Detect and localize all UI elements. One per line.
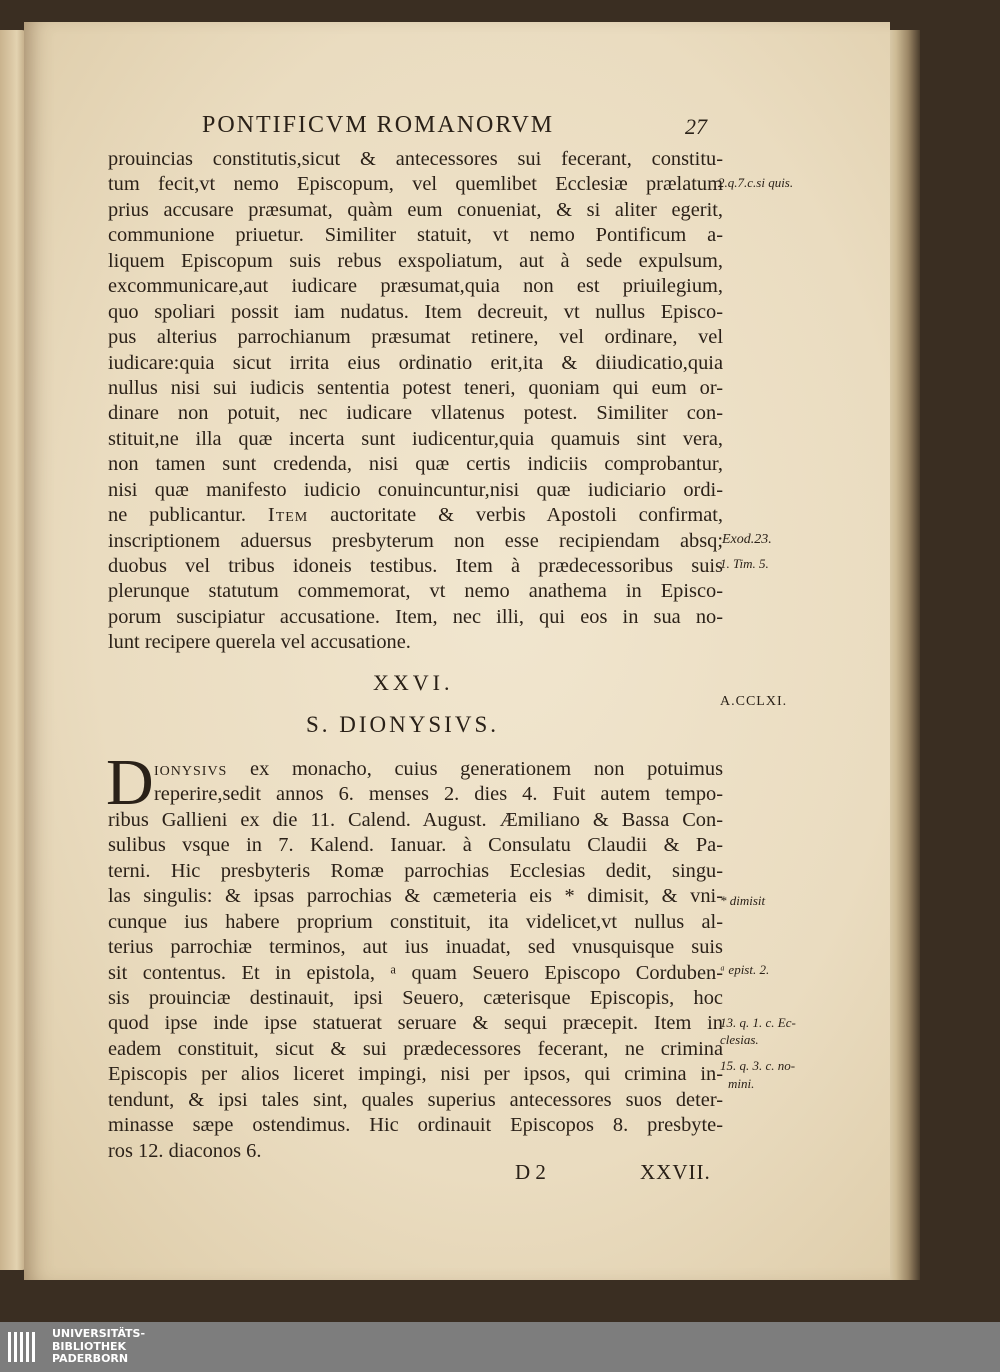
library-name-line: BIBLIOTHEK xyxy=(52,1339,127,1353)
paragraph-1 xyxy=(108,147,723,656)
signature-mark: D 2 xyxy=(515,1160,546,1184)
text-line: minasse sæpe ostendimus. Hic ordinauit Episcopos 8. presbyte- xyxy=(108,1114,723,1137)
library-name xyxy=(52,1328,145,1366)
text-line: non tamen sunt credenda, nisi quæ certis indiciis comprobantur, xyxy=(108,453,723,476)
text-line: reperire,sedit annos 6. menses 2. dies 4. Fuit autem tempo- xyxy=(154,783,723,806)
text-line: excommunicare,aut iudicare præsumat,quia non est priuilegium, xyxy=(108,275,723,298)
text-line: duobus vel tribus idoneis testibus. Item à prædecessoribus suis xyxy=(108,555,723,577)
text-line: nullus nisi sui iudicis sententia potest teneri, quoniam qui eum or- xyxy=(108,376,723,399)
text-line: sis prouinciæ destinauit, ipsi Seuero, cæterisque Episcopis, hoc xyxy=(108,986,723,1009)
drop-cap: D xyxy=(106,746,154,819)
text-line: terni. Hic presbyteris Romæ parrochias Ecclesias dedit, singu- xyxy=(108,859,723,882)
text-line: iudicare:quia sicut irrita eius ordinatio erit,ita & diiudicatio,quia xyxy=(108,351,723,374)
margin-note: 1. Tim. 5. xyxy=(720,556,769,571)
smallcaps-word: ionysivs xyxy=(154,758,228,780)
text-line: tendunt, & ipsi tales sint, quales superius antecessores suos deter- xyxy=(108,1088,723,1111)
library-name-line: UNIVERSITÄTS- xyxy=(52,1327,146,1340)
text-line: sulibus vsque in 7. Kalend. Ianuar. à Consulatu Claudii & Pa- xyxy=(108,834,723,857)
text-line: terius parrochiæ terminos, aut ius inuadat, sed vnusquisque suis xyxy=(108,936,723,959)
text-line: communione priuetur. Similiter statuit, vt nemo Pontificum a- xyxy=(108,224,723,247)
smallcaps-word: Item xyxy=(267,504,309,527)
chapter-number: XXVI. xyxy=(373,670,454,695)
text-line: pus alterius parrochianum præsumat retinere, vel ordinare, vel xyxy=(108,326,723,349)
text-line xyxy=(108,757,723,782)
margin-note: ᵃ epist. 2. xyxy=(720,962,770,977)
text-line: Episcopis per alios liceret impingi, nisi per ipsos, qui crimina in- xyxy=(108,1063,723,1086)
margin-note: 2.q.7.c.si quis. xyxy=(718,175,794,190)
text-line: liquem Episcopum suis rebus exspoliatum, aut à sede expulsum, xyxy=(108,249,723,272)
text-fragment: ex monacho, cuius generationem non potuimus xyxy=(227,758,723,780)
catchword: XXVII. xyxy=(640,1160,711,1184)
text-line: eadem constituit, sicut & sui prædecessores fecerant, ne crimina xyxy=(108,1037,723,1060)
margin-note: 15. q. 3. c. no- xyxy=(720,1058,796,1073)
text-line: ros 12. diaconos 6. xyxy=(108,1139,262,1162)
text-line: porum suscipiatur accusatione. Item, nec illi, qui eos in sua no- xyxy=(108,605,723,628)
text-line: cunque ius habere proprium constituit, ita videlicet,vt nullus al- xyxy=(108,910,723,933)
text-fragment: auctoritate & verbis Apostoli confirmat, xyxy=(308,504,723,527)
margin-note: * dimisit xyxy=(720,893,766,908)
text-line: lunt recipere querela vel accusatione. xyxy=(108,631,411,654)
text-line: inscriptionem aduersus presbyterum non esse recipiendam absq; xyxy=(108,529,723,552)
text-line: las singulis: & ipsas parrochias & cæmeteria eis * dimisit, & vni- xyxy=(108,885,723,908)
margin-note: Exod.23. xyxy=(722,532,772,547)
page-number: 27 xyxy=(685,114,707,139)
text-fragment: ne publicantur. xyxy=(108,504,268,527)
margin-note: clesias. xyxy=(720,1032,759,1047)
text-line: prius accusare præsumat, quàm eum conueniat, & si aliter egerit, xyxy=(108,198,723,221)
margin-note: mini. xyxy=(728,1076,755,1091)
library-logo-icon xyxy=(6,1328,44,1366)
text-line: ribus Gallieni ex die 11. Calend. August. Æmiliano & Bassa Con- xyxy=(108,808,723,831)
text-line: quo spoliari possit iam nudatus. Item decreuit, vt nullus Episco- xyxy=(108,300,723,323)
text-line: plerunque statutum commemorat, vt nemo anathema in Episco- xyxy=(108,580,723,603)
running-title: PONTIFICVM ROMANORVM xyxy=(202,112,555,138)
section-title: S. DIONYSIVS. xyxy=(306,712,499,737)
text-line: tum fecit,vt nemo Episcopum, vel quemlibet Ecclesiæ prælatum xyxy=(108,173,723,196)
text-line: prouincias constitutis,sicut & antecessores sui fecerant, constitu- xyxy=(108,148,723,170)
running-header xyxy=(180,112,740,146)
margin-note: A.CCLXI. xyxy=(720,694,788,709)
text-line: stituit,ne illa quæ incerta sunt iudicentur,quia quamuis sint vera, xyxy=(108,427,723,450)
text-line: nisi quæ manifesto iudicio conuincuntur,nisi quæ iudiciario ordi- xyxy=(108,478,723,501)
library-name-line: PADERBORN xyxy=(52,1352,129,1365)
text-line: quod ipse inde ipse statuerat seruare & sequi præcepit. Item in xyxy=(108,1012,723,1035)
margin-note: 13. q. 1. c. Ec- xyxy=(720,1015,796,1030)
text-line: sit contentus. Et in epistola, ᵃ quam Seuero Episcopo Corduben- xyxy=(108,961,723,984)
library-footer-bar xyxy=(0,1322,1000,1372)
text-line: dinare non potuit, nec iudicare vllatenus potest. Similiter con- xyxy=(108,402,723,425)
paragraph-2 xyxy=(108,757,723,1164)
text-line xyxy=(108,503,723,528)
